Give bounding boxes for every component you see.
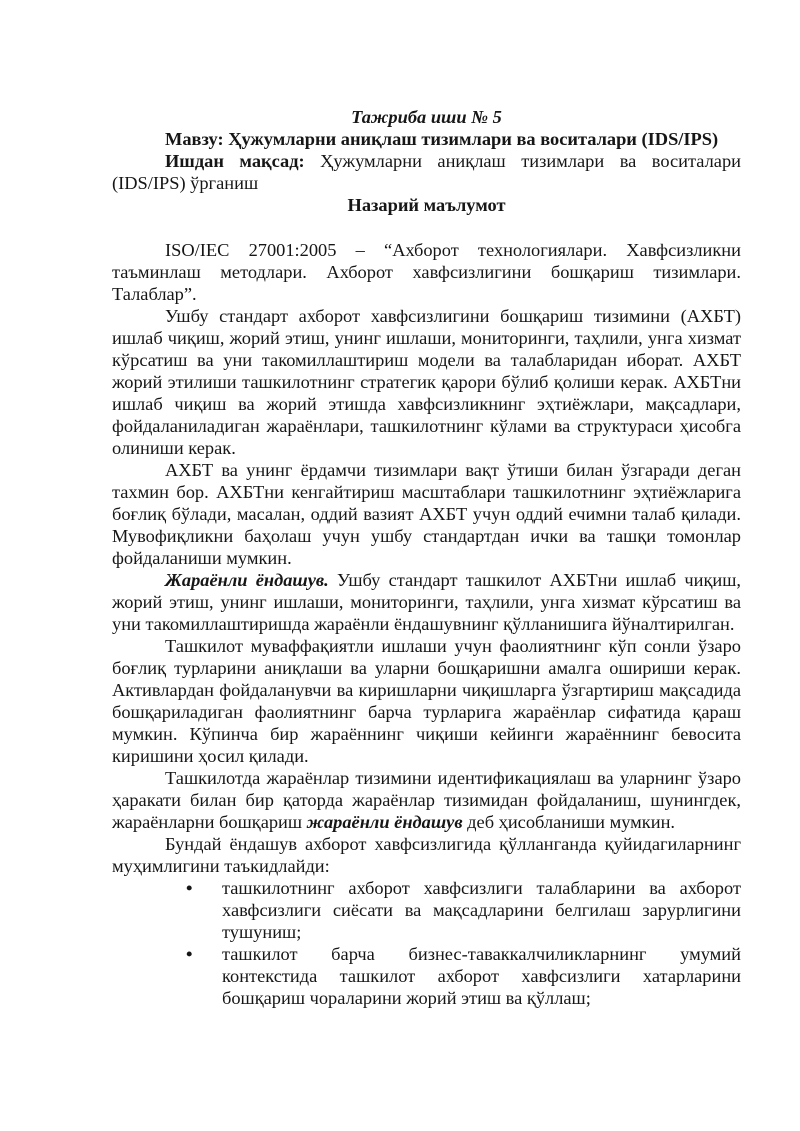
paragraph-process-approach [112, 569, 741, 635]
process-system-pre: Ташкилотда жараёнлар тизимини идентификациялаш ва уларнинг ўзаро ҳаракати билан бир қаторда жараёнлар тизимидан фойдаланиш, шунингдек, жараёнларни бошқариш [112, 768, 741, 832]
list-item-text: ташкилот барча бизнес-таваккалчиликларнинг умумий контекстида ташкилот ахборот хавфсизлиги хатарларини бошқариш чораларини жорий этиш ва қўллаш; [222, 944, 741, 1008]
topic-text: Ҳужумларни аниқлаш тизимлари ва воситалари (IDS/IPS) [228, 129, 719, 149]
paragraph-process-system [112, 767, 741, 833]
paragraph-axbt-change: АХБТ ва унинг ёрдамчи тизимлари вақт ўтиши билан ўзгаради деган тахмин бор. АХБТни кенгайтириш масштаблари ташкилотнинг эҳтиёжларига боғлиқ бўлади, масалан, оддий вазият АХБТ учун оддий ечимни талаб қилади. Мувофиқликни баҳолаш учун ушбу стандартдан ички ва ташқи томонлар фойдаланиши мумкин. [112, 460, 741, 568]
purpose-text: Ҳужумларни аниқлаш тизимлари ва воситалари (IDS/IPS) ўрганиш [112, 151, 741, 193]
list-item [186, 943, 741, 1009]
list-item-text: ташкилотнинг ахборот хавфсизлиги талабларини ва ахборот хавфсизлиги сиёсати ва мақсадларини белгилаш зарурлигини тушуниш; [222, 878, 741, 942]
process-system-emphasis: жараёнли ёндашув [306, 812, 463, 832]
list-item [186, 877, 741, 943]
process-system-post: деб ҳисобланиши мумкин. [467, 812, 676, 832]
purpose-label: Ишдан мақсад: [165, 151, 305, 171]
page-title: Тажриба иши № 5 [351, 107, 502, 127]
topic-label: Мавзу: [165, 129, 224, 149]
topic-line [112, 128, 741, 150]
bullet-list [112, 877, 741, 1009]
paragraph-iso-standard: ISO/IEC 27001:2005 – “Ахборот технологиялари. Хавфсизликни таъминлаш методлари. Ахборот хавфсизлигини бошқариш тизимлари. Талаблар”. [112, 240, 741, 304]
purpose-line [112, 150, 741, 194]
section-heading: Назарий маълумот [347, 195, 506, 215]
process-approach-text: Ушбу стандарт ташкилот АХБТни ишлаб чиқиш, жорий этиш, унинг ишлаши, мониторинги, таҳлили, унга хизмат кўрсатиш ва уни такомиллаштиришда жараёнли ёндашувнинг қўлланишига йўналтирилган. [112, 570, 742, 634]
paragraph-approach-importance: Бундай ёндашув ахборот хавфсизлигида қўлланганда қуйидагиларнинг муҳимлигини таъкидлайди: [112, 834, 741, 876]
bullet-icon: • [186, 944, 193, 964]
paragraph-standard-scope: Ушбу стандарт ахборот хавфсизлигини бошқариш тизимини (АХБТ) ишлаб чиқиш, жорий этиш, унинг ишлаши, мониторинги, таҳлили, унга хизмат кўрсатиш ва уни такомиллаштириш модели ва талабларидан иборат. АХБТ жорий этилиши ташкилотнинг стратегик қарори бўлиб қолиши керак. АХБТни ишлаб чиқиш ва жорий этишда хавфсизликнинг эҳтиёжлари, мақсадлари, фойдаланиладиган жараёнлари, ташкилотнинг кўлами ва структураси ҳисобга олиниши керак. [112, 306, 741, 458]
process-approach-lead: Жараёнли ёндашув. [165, 570, 329, 590]
paragraph-activities: Ташкилот муваффақиятли ишлаши учун фаолиятнинг кўп сонли ўзаро боғлиқ турларини аниқлаши ва уларни бошқаришни амалга ошириши керак. Активлардан фойдаланувчи ва киришларни чиқишларга ўзгартириш мақсадида бошқариладиган фаолиятнинг барча турларига жараёнлар сифатида қараш мумкин. Кўпинча бир жараённинг чиқиши кейинги жараённинг бевосита киришини ҳосил қилади. [112, 636, 741, 766]
bullet-icon: • [186, 878, 193, 898]
